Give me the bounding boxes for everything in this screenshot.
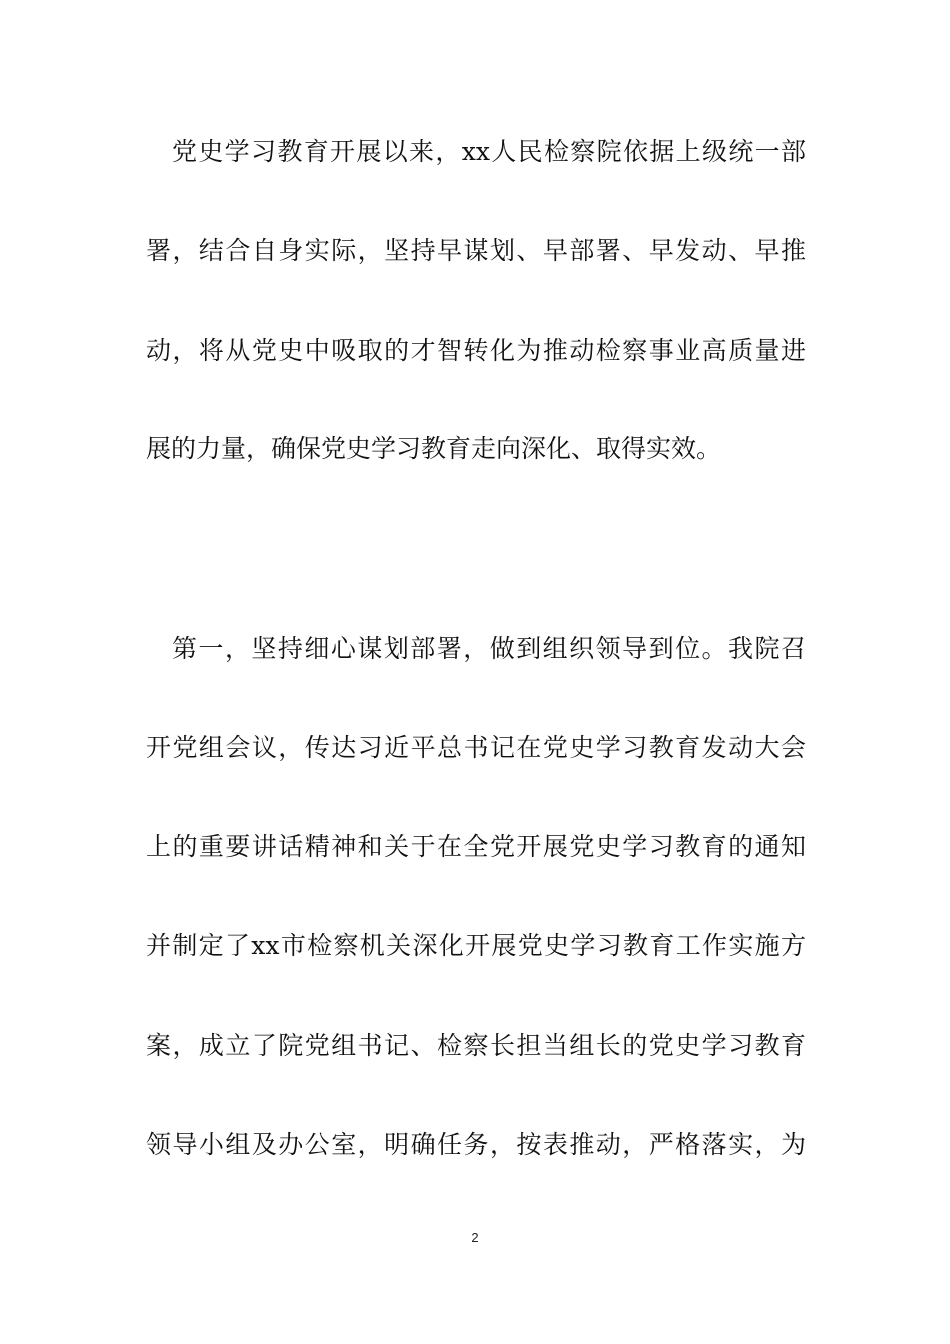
page-number: 2 — [471, 1230, 479, 1245]
paragraph-2-line-5: 案，成立了院党组书记、检察长担当组长的党史学习教育 — [146, 1031, 806, 1060]
paragraph-1-line-3: 动，将从党史中吸取的才智转化为推动检察事业高质量进 — [146, 336, 806, 365]
paragraph-2-line-3: 上的重要讲话精神和关于在全党开展党史学习教育的通知 — [146, 832, 806, 861]
paragraph-1-line-2: 署，结合自身实际，坚持早谋划、早部署、早发动、早推 — [146, 236, 806, 265]
paragraph-1-line-4: 展的力量，确保党史学习教育走向深化、取得实效。 — [146, 434, 722, 463]
paragraph-2-line-4: 并制定了xx市检察机关深化开展党史学习教育工作实施方 — [146, 931, 806, 960]
paragraph-1-line-1: 党史学习教育开展以来，xx人民检察院依据上级统一部 — [172, 137, 806, 166]
paragraph-2-line-1: 第一，坚持细心谋划部署，做到组织领导到位。我院召 — [172, 634, 806, 663]
paragraph-2-line-6: 领导小组及办公室，明确任务，按表推动，严格落实，为 — [146, 1130, 806, 1159]
paragraph-2-line-2: 开党组会议，传达习近平总书记在党史学习教育发动大会 — [146, 733, 806, 762]
